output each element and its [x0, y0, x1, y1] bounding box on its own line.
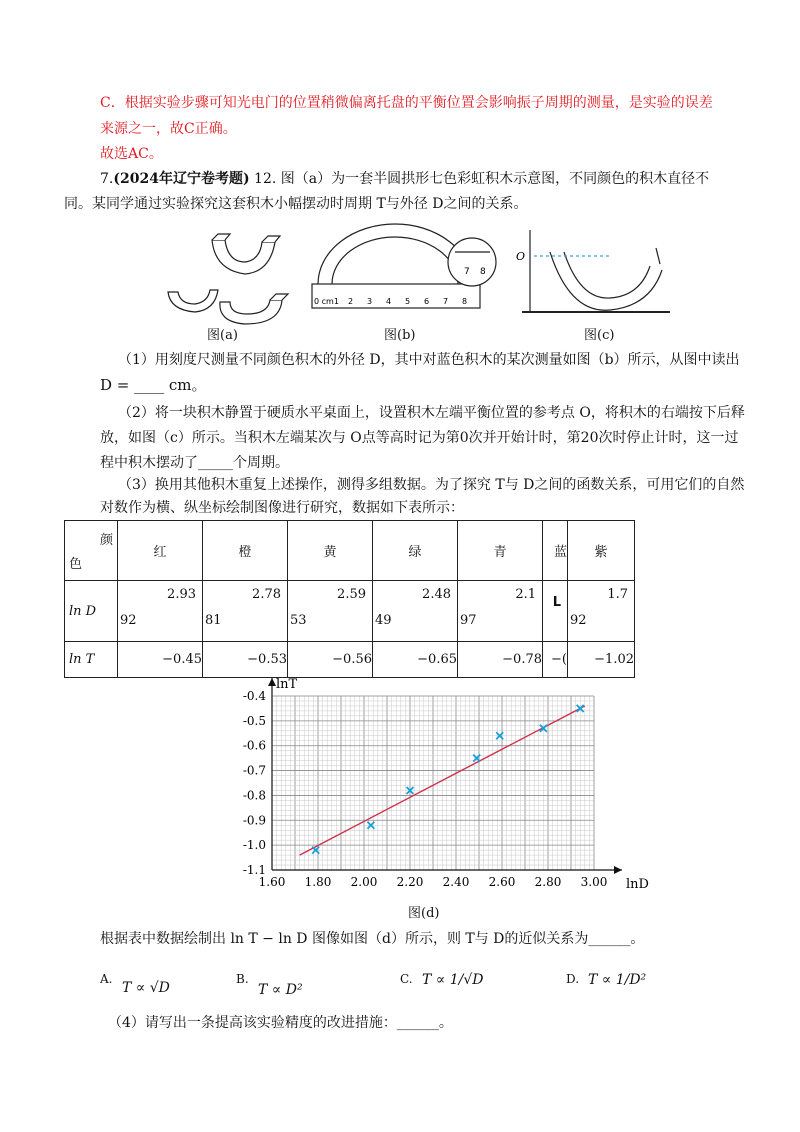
option-d: T ∝ 1/D² [588, 972, 647, 988]
y-axis-label: lnT [276, 677, 298, 692]
point-o-label: O [516, 250, 526, 263]
figure-d-caption: 图(d) [408, 906, 440, 921]
table-row-label-lnT: ln T [65, 642, 118, 678]
ruler-tick-label: 6 [424, 297, 430, 306]
y-tick-label: -1.1 [242, 863, 266, 877]
x-tick-label: 1.80 [304, 875, 332, 889]
table-lnT-cell: −0.78 [458, 642, 543, 678]
zoom-tick-label: 7 [464, 267, 470, 277]
q2-line1: （2）将一块积木静置于硬质水平桌面上，设置积木左端平衡位置的参考点 O，将积木的右端按下后释 [118, 405, 745, 421]
option-b-label: B. [236, 972, 249, 986]
q4-text: （4）请写出一条提高该实验精度的改进措施：______。 [108, 1015, 453, 1031]
problem-stem-1: 图（a）为一套半圆拱形七色彩虹积木示意图，不同颜色的积木直径不 [280, 171, 710, 187]
option-c-label: C. [400, 972, 413, 986]
table-lnT-cell: −0.65 [373, 642, 458, 678]
option-b: T ∝ D² [258, 982, 303, 998]
solution-answer: 故选AC。 [100, 146, 163, 162]
q1-answer-line: D = ____ cm。 [100, 376, 207, 394]
q3-line2: 对数作为横、纵坐标绘制图像进行研究，数据如下表所示： [100, 500, 464, 516]
figure-b-ruler [312, 224, 496, 308]
table-lnT-cell: −0.53 [203, 642, 288, 678]
table-row-label-lnD: ln D [65, 581, 118, 642]
y-axis-arrow [268, 678, 276, 686]
ruler-tick-label: 3 [367, 297, 373, 306]
lnT-lnD-chart [212, 676, 652, 901]
x-tick-label: 1.60 [258, 875, 286, 889]
table-lnT-cell: −( [543, 642, 568, 678]
figure-a-caption: 图(a) [207, 328, 238, 343]
q2-line3: 程中积木摆动了_____个周期。 [100, 455, 289, 471]
table-color-cell: 蓝 [543, 521, 568, 581]
solution-c-line2: 来源之一，故C正确。 [100, 121, 237, 137]
table-lnD-cell: 2.59 53 [288, 581, 373, 642]
ruler-tick-label: 8 [462, 297, 468, 306]
table-color-cell: 黄 [288, 521, 373, 581]
y-tick-label: -0.9 [242, 813, 266, 828]
figure-b-caption: 图(b) [384, 328, 416, 343]
table-lnD-cell: 1.7 92 [568, 581, 635, 642]
table-color-cell: 青 [458, 521, 543, 581]
solution-c-line1: C．根据实验步骤可知光电门的位置稍微偏离托盘的平衡位置会影响振子周期的测量，是实验的误差 [100, 95, 713, 111]
y-tick-label: -0.8 [242, 788, 266, 803]
ruler-tick-label: 4 [386, 297, 392, 306]
table-lnT-cell: −1.02 [568, 642, 635, 678]
table-lnD-cell: L [543, 581, 568, 642]
table-header-color: 颜 色 [65, 521, 118, 581]
table-lnD-cell: 2.78 81 [203, 581, 288, 642]
figure-c-setup [522, 230, 670, 312]
figure-a-blocks [168, 234, 288, 324]
y-tick-label: -0.6 [242, 738, 266, 753]
x-axis-arrow [614, 866, 622, 874]
table-lnT-cell: −0.45 [118, 642, 203, 678]
table-color-cell: 紫 [568, 521, 635, 581]
zoom-tick-label: 8 [480, 267, 486, 277]
question-number: 12. [254, 171, 277, 187]
data-table [64, 520, 635, 678]
table-color-cell: 绿 [373, 521, 458, 581]
table-lnD-cell: 2.93 92 [118, 581, 203, 642]
table-lnD-cell: 2.1 97 [458, 581, 543, 642]
y-tick-label: -0.7 [242, 763, 266, 778]
x-tick-label: 2.40 [442, 875, 470, 889]
option-a-label: A. [100, 972, 113, 986]
ruler-zero-label: 0 cm1 [314, 297, 339, 306]
problem-source: (2024年辽宁卷考题) [113, 171, 250, 187]
y-tick-label: -0.5 [242, 713, 266, 728]
x-tick-label: 3.00 [580, 875, 608, 889]
table-lnD-cell: 2.48 49 [373, 581, 458, 642]
option-d-label: D. [566, 972, 580, 986]
ruler-tick-label: 2 [348, 297, 354, 306]
x-tick-label: 2.00 [350, 875, 378, 889]
problem-number: 7. [100, 171, 114, 187]
problem-header [100, 168, 709, 190]
table-color-cell: 红 [118, 521, 203, 581]
figure-c-caption: 图(c) [584, 328, 615, 343]
table-color-cell: 橙 [203, 521, 288, 581]
x-tick-label: 2.20 [396, 875, 424, 889]
option-c: T ∝ 1/√D [422, 972, 484, 988]
ruler-tick-label: 7 [443, 297, 449, 306]
x-tick-label: 2.80 [534, 875, 562, 889]
y-tick-label: -0.4 [242, 689, 266, 703]
table-lnT-cell: −0.56 [288, 642, 373, 678]
q1-text: （1）用刻度尺测量不同颜色积木的外径 D，其中对蓝色积木的某次测量如图（b）所示，从图中读出 [118, 352, 740, 368]
y-tick-label: -1.0 [242, 838, 266, 853]
x-axis-label: lnD [626, 877, 649, 892]
ruler-tick-label: 5 [405, 297, 411, 306]
x-tick-label: 2.60 [488, 875, 516, 889]
problem-stem-2: 同。某同学通过实验探究这套积木小幅摆动时周期 T与外径 D之间的关系。 [64, 196, 528, 212]
q2-line2: 放，如图（c）所示。当积木左端某次与 O点等高时记为第0次并开始计时，第20次时停止计时，这一过 [100, 430, 739, 446]
q3b-text: 根据表中数据绘制出 ln T − ln D 图像如图（d）所示，则 T与 D的近似关系为______。 [100, 931, 645, 947]
option-a: T ∝ √D [122, 980, 170, 996]
q3-line1: （3）换用其他积木重复上述操作，测得多组数据。为了探究 T与 D之间的函数关系，可用它们的自然 [118, 477, 745, 493]
